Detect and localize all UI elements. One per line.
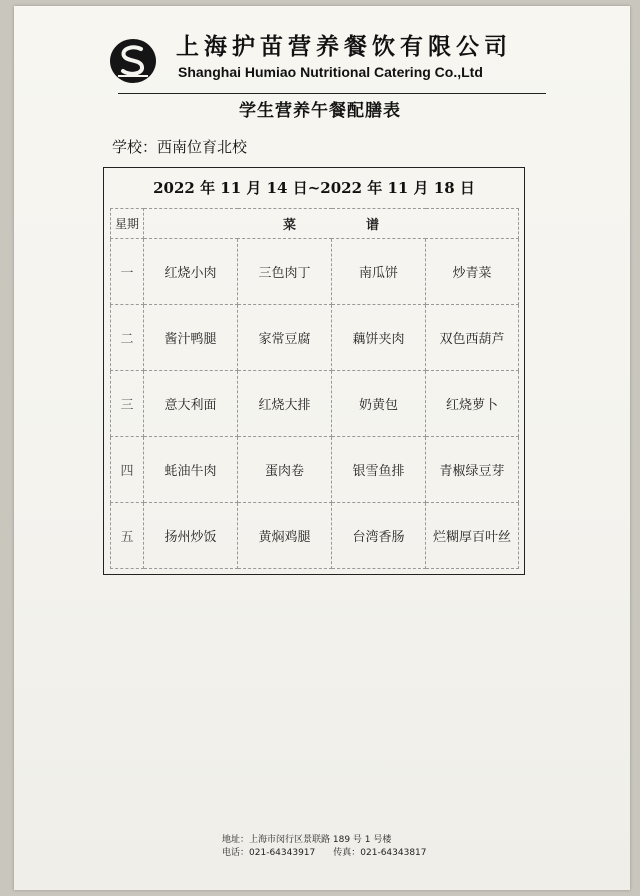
dishes-header: 菜谱 — [144, 209, 519, 239]
school-label: 学校： — [112, 138, 158, 156]
dish-cell: 炒青菜 — [426, 239, 519, 305]
dish-cell: 南瓜饼 — [332, 239, 426, 305]
dish-cell: 意大利面 — [144, 371, 238, 437]
dish-cell: 红烧萝卜 — [426, 371, 519, 437]
company-name-en: Shanghai Humiao Nutritional Catering Co.,Ltd — [178, 64, 483, 80]
dish-cell: 台湾香肠 — [332, 503, 426, 569]
school-line — [112, 136, 247, 157]
fax-label: 传真： — [333, 848, 361, 858]
address-line — [222, 834, 427, 847]
contact-footer — [222, 834, 427, 860]
address-value: 上海市闵行区景联路 189 号 1 号楼 — [249, 835, 392, 845]
dish-cell: 扬州炒饭 — [144, 503, 238, 569]
company-logo-icon — [108, 36, 158, 86]
dish-cell: 黄焖鸡腿 — [238, 503, 332, 569]
dish-cell: 红烧小肉 — [144, 239, 238, 305]
dish-cell: 蛋肉卷 — [238, 437, 332, 503]
phone-fax-line — [222, 847, 427, 860]
phone-value: 021-64343917 — [249, 848, 316, 858]
table-header-row — [111, 209, 519, 239]
table-row — [111, 371, 519, 437]
letterhead — [104, 22, 564, 94]
dish-cell: 青椒绿豆芽 — [426, 437, 519, 503]
dish-cell: 藕饼夹肉 — [332, 305, 426, 371]
document-title: 学生营养午餐配膳表 — [239, 101, 401, 121]
school-name: 西南位育北校 — [157, 138, 248, 156]
header-divider — [118, 93, 546, 94]
menu-table-frame — [103, 167, 525, 575]
weekday-cell: 二 — [111, 305, 144, 371]
weekday-header: 星期 — [111, 209, 144, 239]
table-row — [111, 305, 519, 371]
table-row — [111, 239, 519, 305]
weekday-cell: 五 — [111, 503, 144, 569]
fax-value: 021-64343817 — [360, 848, 427, 858]
dish-cell: 蚝油牛肉 — [144, 437, 238, 503]
dish-cell: 酱汁鸭腿 — [144, 305, 238, 371]
dish-cell: 奶黄包 — [332, 371, 426, 437]
table-row — [111, 503, 519, 569]
dish-cell: 家常豆腐 — [238, 305, 332, 371]
dish-cell: 红烧大排 — [238, 371, 332, 437]
weekday-cell: 一 — [111, 239, 144, 305]
dish-cell: 烂糊厚百叶丝 — [426, 503, 519, 569]
dish-cell: 银雪鱼排 — [332, 437, 426, 503]
date-range: 2022 年 11 月 14 日~2022 年 11 月 18 日 — [153, 179, 475, 197]
phone-label: 电话： — [222, 848, 250, 858]
table-row — [111, 437, 519, 503]
dish-cell: 三色肉丁 — [238, 239, 332, 305]
weekday-cell: 三 — [111, 371, 144, 437]
menu-table — [110, 208, 519, 569]
address-label: 地址： — [222, 835, 250, 845]
dish-cell: 双色西葫芦 — [426, 305, 519, 371]
company-name-cn: 上海护苗营养餐饮有限公司 — [176, 33, 512, 60]
weekday-cell: 四 — [111, 437, 144, 503]
